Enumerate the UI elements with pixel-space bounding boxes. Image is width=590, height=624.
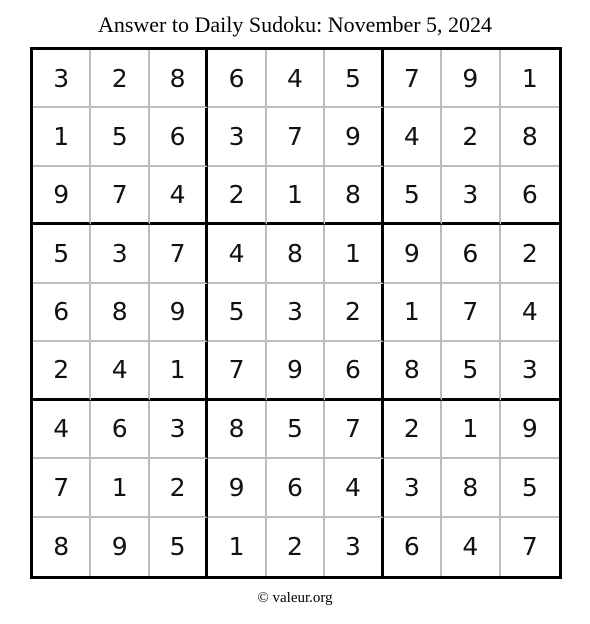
sudoku-cell: 8 <box>150 50 208 108</box>
sudoku-cell: 6 <box>267 459 325 517</box>
sudoku-cell: 1 <box>501 50 559 108</box>
sudoku-cell: 3 <box>501 342 559 400</box>
sudoku-cell: 1 <box>150 342 208 400</box>
sudoku-cell: 5 <box>33 225 91 283</box>
sudoku-cell: 1 <box>33 108 91 166</box>
sudoku-cell: 9 <box>501 401 559 459</box>
sudoku-cell: 5 <box>91 108 149 166</box>
sudoku-cell: 9 <box>150 284 208 342</box>
sudoku-cell: 4 <box>384 108 442 166</box>
sudoku-cell: 7 <box>267 108 325 166</box>
sudoku-cell: 9 <box>384 225 442 283</box>
sudoku-cell: 6 <box>91 401 149 459</box>
sudoku-cell: 4 <box>325 459 383 517</box>
sudoku-cell: 7 <box>150 225 208 283</box>
sudoku-cell: 2 <box>267 518 325 576</box>
sudoku-cell: 6 <box>150 108 208 166</box>
sudoku-cell: 9 <box>208 459 266 517</box>
sudoku-cell: 3 <box>208 108 266 166</box>
sudoku-cell: 8 <box>325 167 383 225</box>
sudoku-cell: 3 <box>33 50 91 108</box>
sudoku-cell: 2 <box>325 284 383 342</box>
sudoku-cell: 7 <box>384 50 442 108</box>
sudoku-cell: 1 <box>208 518 266 576</box>
sudoku-cell: 9 <box>325 108 383 166</box>
sudoku-cell: 3 <box>384 459 442 517</box>
sudoku-cell: 4 <box>267 50 325 108</box>
sudoku-cell: 1 <box>325 225 383 283</box>
sudoku-cell: 4 <box>501 284 559 342</box>
sudoku-cell: 1 <box>442 401 500 459</box>
sudoku-cell: 3 <box>150 401 208 459</box>
sudoku-cell: 8 <box>442 459 500 517</box>
sudoku-cell: 9 <box>91 518 149 576</box>
sudoku-cell: 4 <box>33 401 91 459</box>
sudoku-cell: 3 <box>325 518 383 576</box>
sudoku-cell: 7 <box>442 284 500 342</box>
sudoku-cell: 3 <box>91 225 149 283</box>
sudoku-cell: 5 <box>325 50 383 108</box>
sudoku-cell: 8 <box>267 225 325 283</box>
copyright-footer: © valeur.org <box>257 590 333 606</box>
sudoku-cell: 3 <box>442 167 500 225</box>
sudoku-grid <box>30 47 562 579</box>
sudoku-cell: 2 <box>91 50 149 108</box>
sudoku-cell: 2 <box>501 225 559 283</box>
sudoku-cell: 5 <box>267 401 325 459</box>
sudoku-cell: 1 <box>91 459 149 517</box>
sudoku-cell: 1 <box>267 167 325 225</box>
sudoku-cell: 5 <box>501 459 559 517</box>
sudoku-cell: 2 <box>384 401 442 459</box>
sudoku-cell: 6 <box>33 284 91 342</box>
sudoku-cell: 7 <box>325 401 383 459</box>
puzzle-title: Answer to Daily Sudoku: November 5, 2024 <box>97 12 493 37</box>
sudoku-cell: 9 <box>267 342 325 400</box>
sudoku-cell: 5 <box>208 284 266 342</box>
sudoku-cell: 3 <box>267 284 325 342</box>
sudoku-cell: 7 <box>91 167 149 225</box>
sudoku-cell: 8 <box>91 284 149 342</box>
sudoku-cell: 9 <box>33 167 91 225</box>
sudoku-cell: 5 <box>384 167 442 225</box>
sudoku-cell: 6 <box>501 167 559 225</box>
sudoku-cell: 6 <box>208 50 266 108</box>
sudoku-cell: 2 <box>208 167 266 225</box>
sudoku-cell: 7 <box>208 342 266 400</box>
sudoku-cell: 4 <box>208 225 266 283</box>
sudoku-cell: 2 <box>150 459 208 517</box>
sudoku-cell: 8 <box>33 518 91 576</box>
sudoku-cell: 8 <box>501 108 559 166</box>
sudoku-cell: 6 <box>325 342 383 400</box>
sudoku-cell: 5 <box>442 342 500 400</box>
sudoku-cell: 4 <box>91 342 149 400</box>
sudoku-cell: 2 <box>33 342 91 400</box>
sudoku-cell: 7 <box>521 532 538 562</box>
sudoku-cell: 1 <box>384 284 442 342</box>
sudoku-cell: 9 <box>442 50 500 108</box>
sudoku-cell: 5 <box>150 518 208 576</box>
sudoku-cell: 7 <box>33 459 91 517</box>
sudoku-cell: 4 <box>442 518 500 576</box>
sudoku-cell: 8 <box>384 342 442 400</box>
sudoku-cell: 4 <box>150 167 208 225</box>
sudoku-cell: 2 <box>442 108 500 166</box>
sudoku-cell: 8 <box>208 401 266 459</box>
sudoku-cell: 6 <box>442 225 500 283</box>
sudoku-cell: 6 <box>384 518 442 576</box>
